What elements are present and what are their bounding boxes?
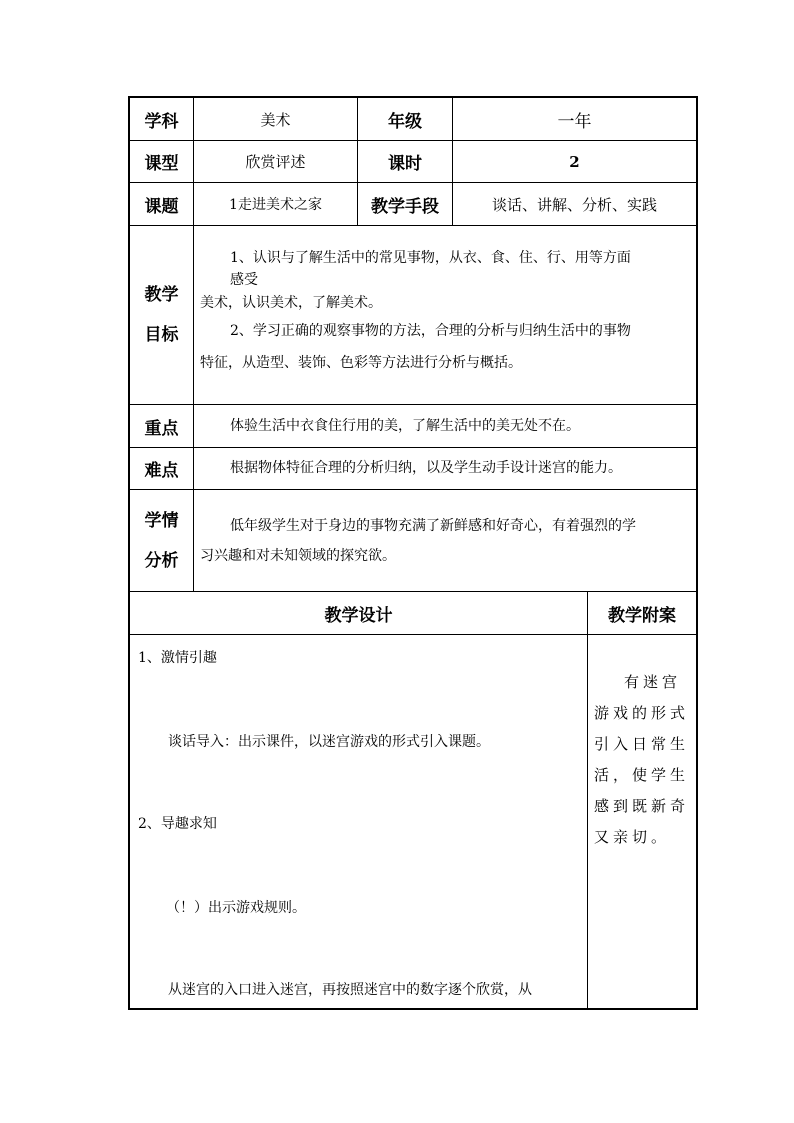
design-line: （！）出示游戏规则。 xyxy=(166,900,306,916)
topic-label: 课题 xyxy=(144,196,179,217)
subject-value: 美术 xyxy=(260,110,291,129)
lesson-plan-table xyxy=(128,96,698,1010)
grade-label: 年级 xyxy=(388,111,422,132)
learner-analysis-content xyxy=(200,511,694,581)
goal-line: 特征，从造型、装饰、色彩等方法进行分析与概括。 xyxy=(200,355,522,371)
teaching-means-value: 谈话、讲解、分析、实践 xyxy=(491,195,657,214)
difficulty-text: 根据物体特征合理的分析归纳，以及学生动手设计迷宫的能力。 xyxy=(230,460,622,476)
row-divider xyxy=(130,489,696,490)
goal-line: 感受 xyxy=(230,272,258,288)
design-line: 1、激情引趣 xyxy=(138,650,217,666)
goal-line: 2、学习正确的观察事物的方法，合理的分析与归纳生活中的事物 xyxy=(230,323,631,339)
difficulty-label: 难点 xyxy=(144,461,179,481)
row-divider xyxy=(130,225,696,226)
design-line: 2、导趣求知 xyxy=(138,816,217,832)
key-point-text: 体验生活中衣食住行用的美，了解生活中的美无处不在。 xyxy=(230,418,580,434)
design-line: 从迷宫的入口进入迷宫，再按照迷宫中的数字逐个欣赏，从 xyxy=(168,982,532,998)
appendix-line: 感到既新奇 xyxy=(594,797,690,815)
goal-line: 美术，认识美术，了解美术。 xyxy=(200,295,382,311)
appendix-line: 活，使学生 xyxy=(594,766,690,784)
teaching-design-header: 教学设计 xyxy=(324,605,393,626)
analysis-line: 低年级学生对于身边的事物充满了新鲜感和好奇心，有着强烈的学 xyxy=(230,518,636,534)
appendix-line: 又亲切。 xyxy=(594,828,671,846)
lesson-type-label: 课型 xyxy=(144,154,179,174)
design-line: 谈话导入：出示课件，以迷宫游戏的形式引入课题。 xyxy=(168,734,490,750)
teaching-goals-content xyxy=(200,246,694,396)
teaching-goals-label xyxy=(130,226,193,404)
class-hours-label: 课时 xyxy=(388,154,422,174)
learner-analysis-label-line: 分析 xyxy=(144,550,179,571)
analysis-line: 习兴趣和对未知领域的探究欲。 xyxy=(200,548,396,564)
lesson-type-value: 欣赏评述 xyxy=(245,153,306,171)
teaching-appendix-body xyxy=(588,635,696,1008)
class-hours-value: 2 xyxy=(569,152,580,171)
goal-line: 1、认识与了解生活中的常见事物，从衣、食、住、行、用等方面 xyxy=(230,250,631,266)
appendix-line: 引入日常生 xyxy=(594,735,690,753)
appendix-line: 游戏的形式 xyxy=(594,704,690,722)
learner-analysis-label-line: 学情 xyxy=(144,510,179,531)
teaching-means-label: 教学手段 xyxy=(371,196,439,217)
appendix-line: 有迷宫 xyxy=(624,673,682,691)
teaching-goals-label-line: 目标 xyxy=(144,325,179,345)
topic-value: 1走进美术之家 xyxy=(229,197,322,213)
teaching-appendix-header: 教学附案 xyxy=(608,605,676,626)
grade-value: 一年 xyxy=(557,111,592,132)
learner-analysis-label xyxy=(130,490,193,591)
key-point-label: 重点 xyxy=(144,418,179,439)
teaching-goals-label-line: 教学 xyxy=(144,285,179,305)
subject-label: 学科 xyxy=(144,111,179,132)
teaching-design-body xyxy=(130,635,587,1008)
